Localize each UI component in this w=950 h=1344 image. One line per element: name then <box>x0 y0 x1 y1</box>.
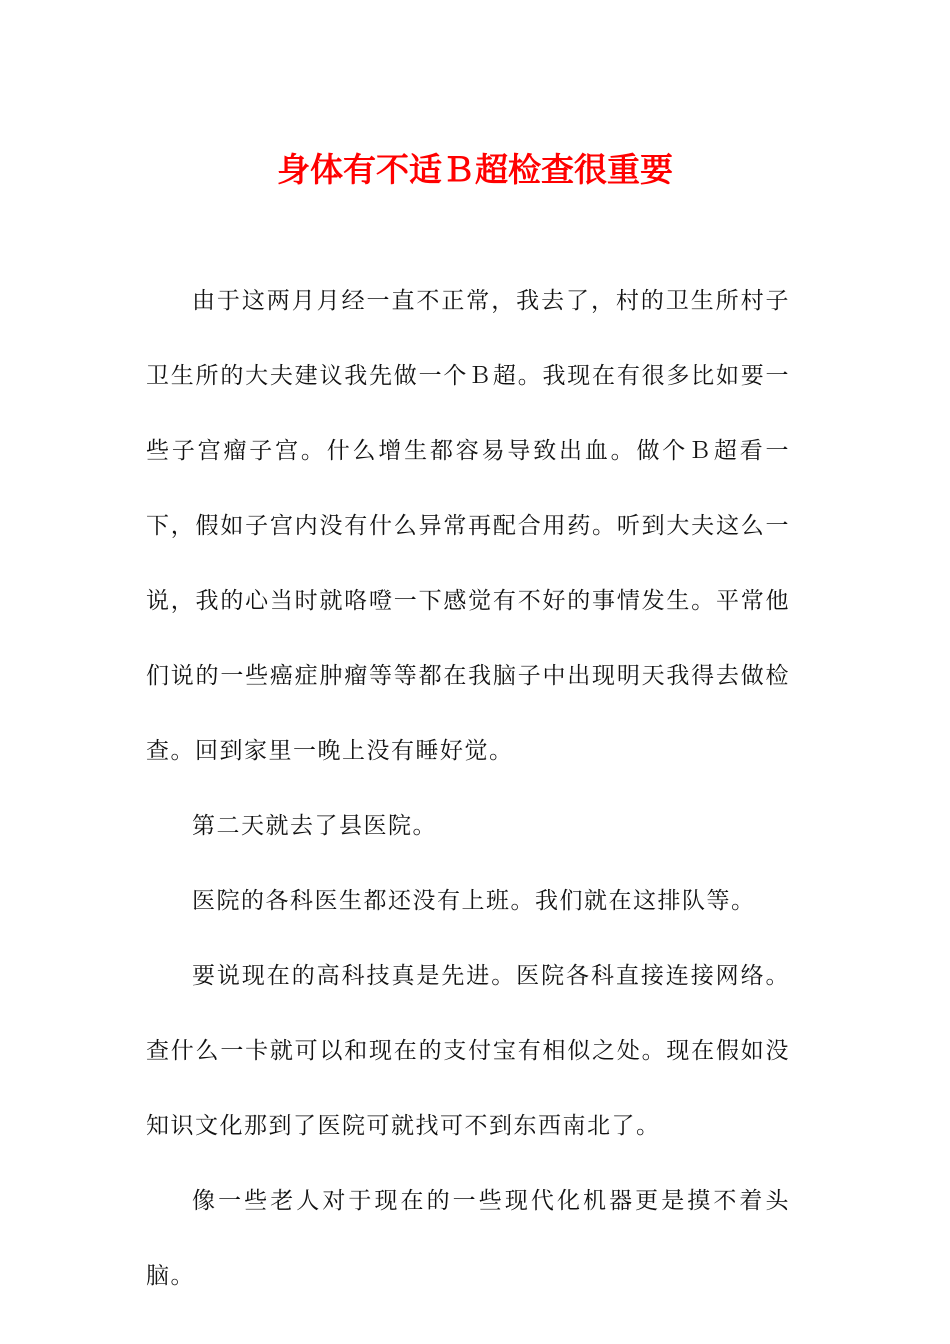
paragraph-3: 医院的各科医生都还没有上班。我们就在这排队等。 <box>192 888 756 914</box>
paragraph-5: 像一些老人对于现在的一些现代化机器更是摸不着头脑。 <box>146 1188 790 1289</box>
document-body <box>146 264 790 1314</box>
paragraph-4: 要说现在的高科技真是先进。医院各科直接连接网络。查什么一卡就可以和现在的支付宝有相似之处。现在假如没知识文化那到了医院可就找可不到东西南北了。 <box>146 963 790 1139</box>
paragraph-2: 第二天就去了县医院。 <box>192 813 437 839</box>
document-title: 身体有不适Ｂ超检查很重要 <box>277 150 673 189</box>
paragraph-1: 由于这两月月经一直不正常，我去了，村的卫生所村子卫生所的大夫建议我先做一个Ｂ超。我现在有很多比如要一些子宫瘤子宫。什么增生都容易导致出血。做个Ｂ超看一下，假如子宫内没有什么异常再配合用药。听到大夫这么一说，我的心当时就咯噔一下感觉有不好的事情发生。平常他们说的一些癌症肿瘤等等都在我脑子中出现明天我得去做检查。回到家里一晚上没有睡好觉。 <box>146 288 790 764</box>
